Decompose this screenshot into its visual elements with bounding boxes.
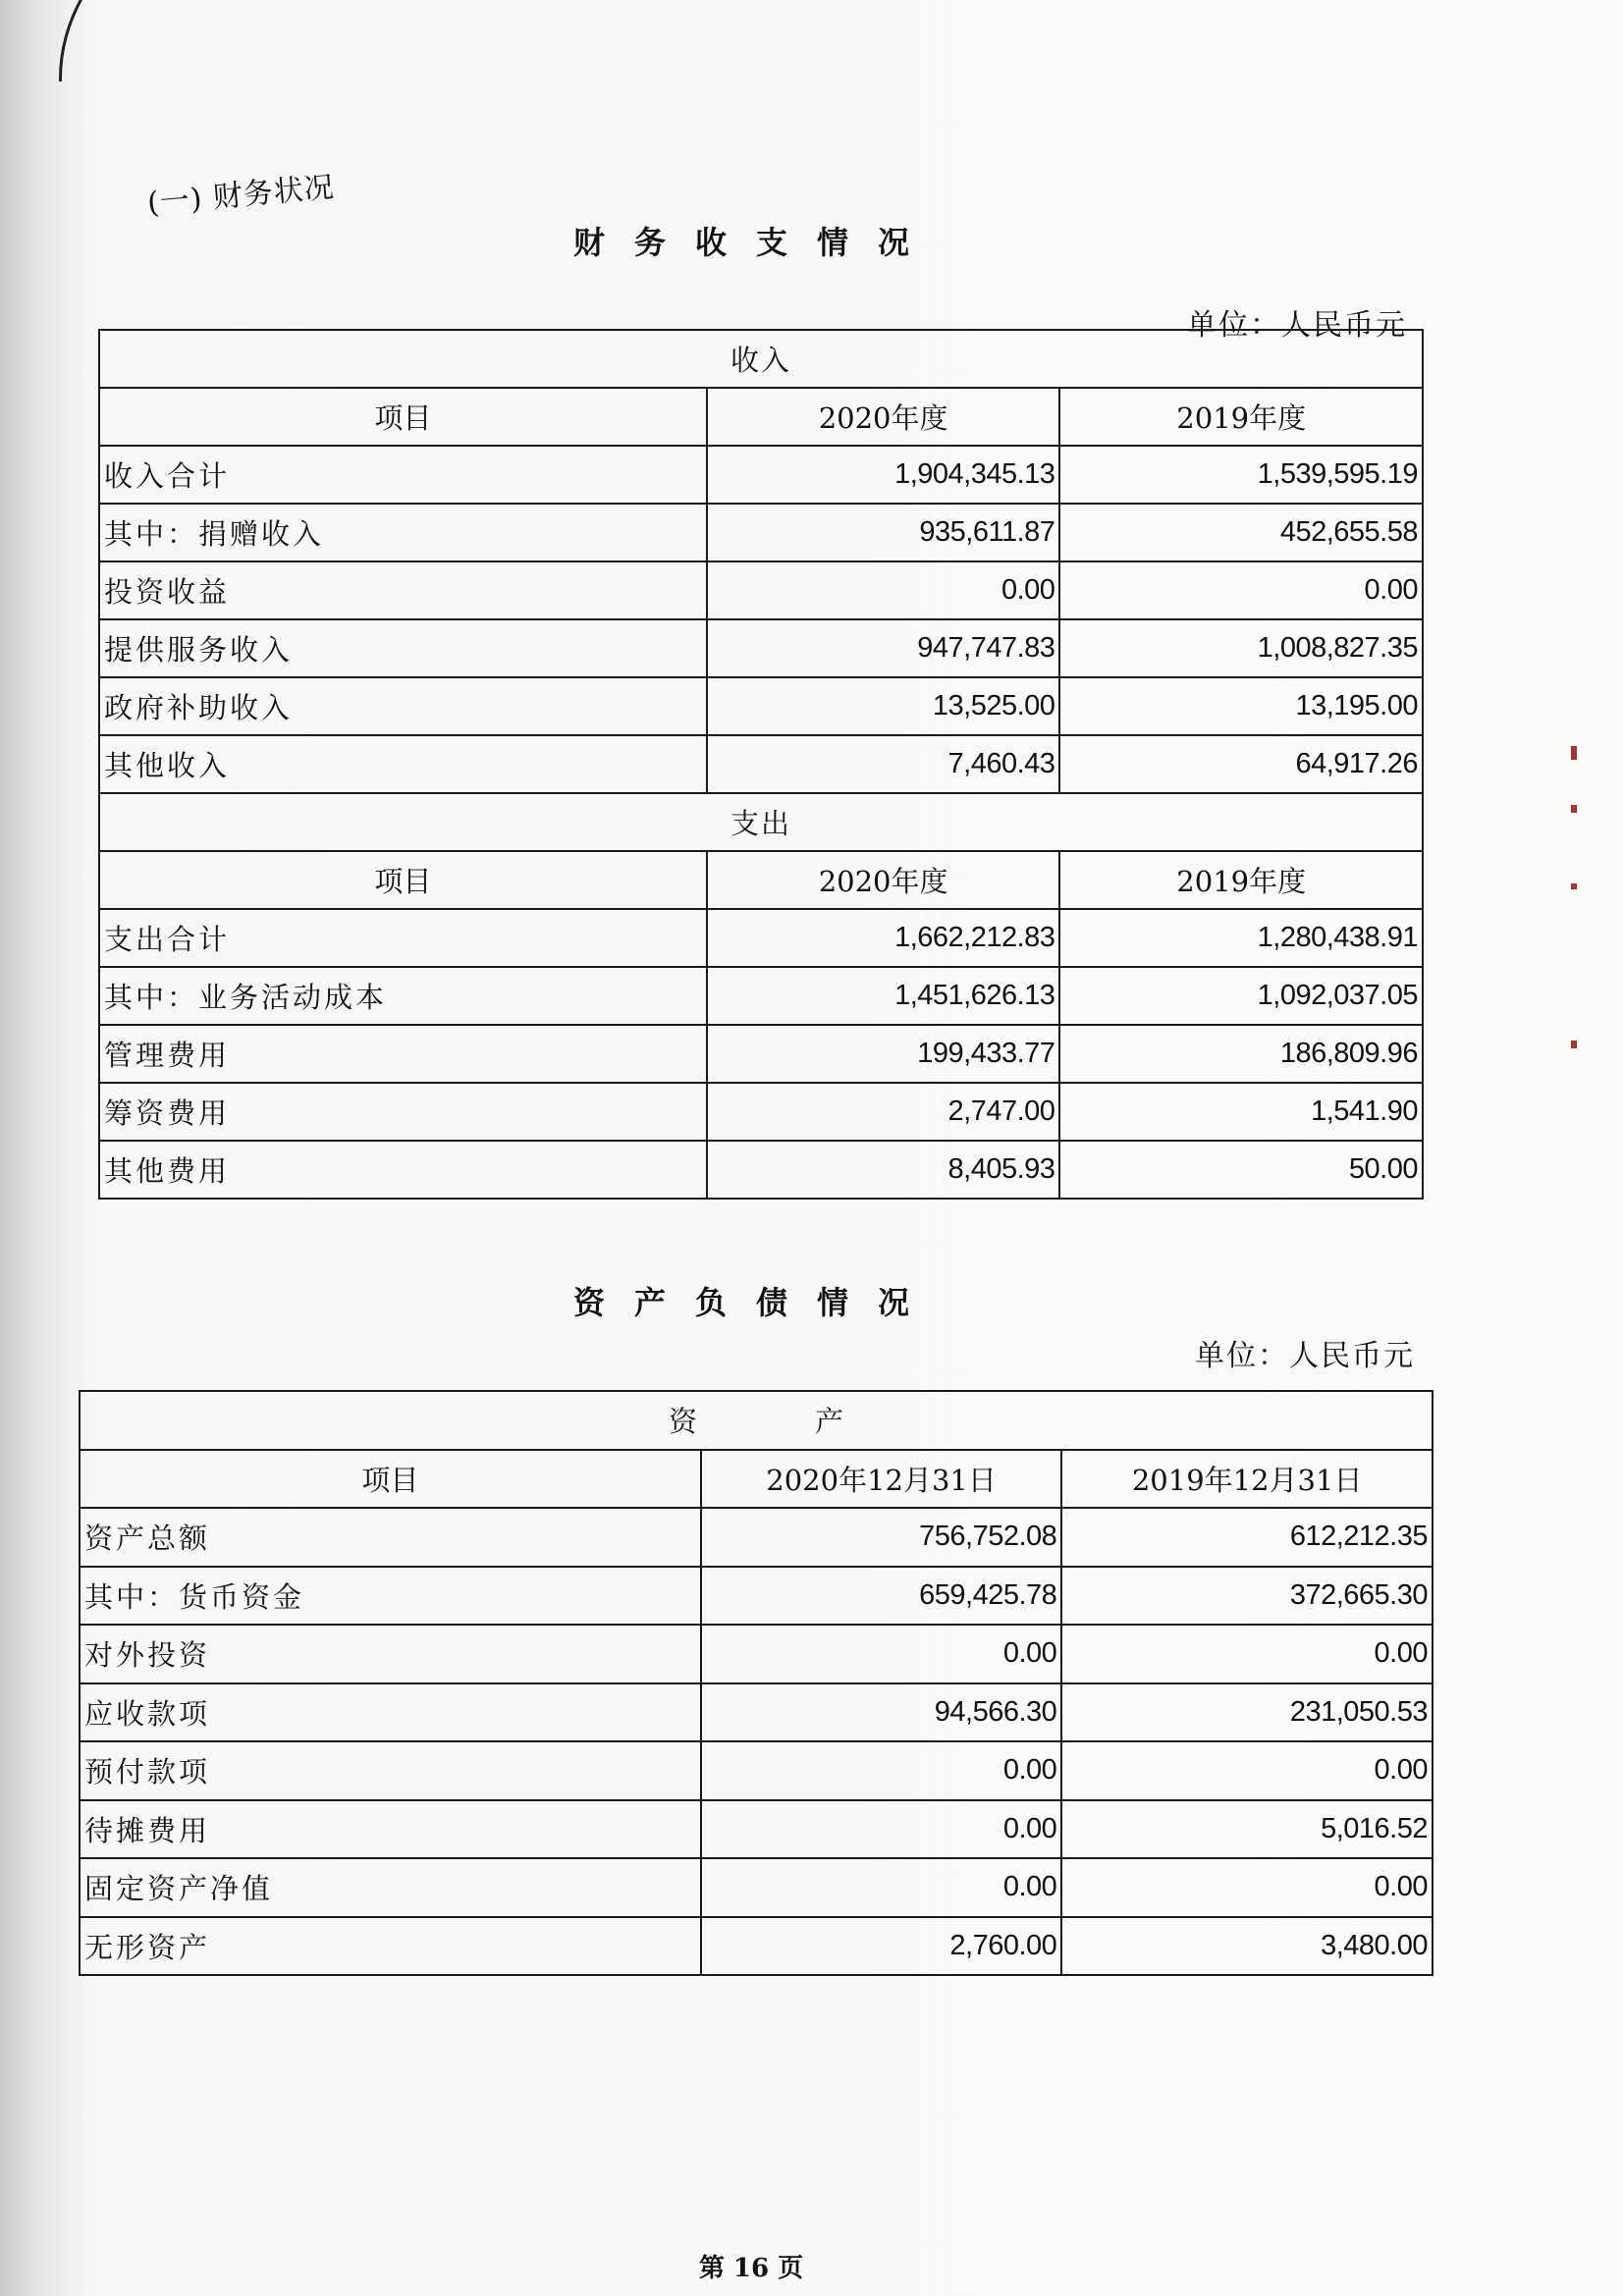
value-2019: 13,195.00: [1059, 677, 1423, 735]
expense-band-row: [99, 793, 1423, 851]
value-2019: 50.00: [1059, 1141, 1423, 1199]
row-label: 政府补助收入: [99, 677, 707, 735]
table-row: [80, 1858, 1433, 1917]
table-row: [99, 735, 1423, 793]
table-row: [99, 504, 1423, 561]
table-row: [99, 1083, 1423, 1141]
row-label: 待摊费用: [80, 1800, 701, 1859]
table-row: [99, 561, 1423, 619]
value-2019: 186,809.96: [1059, 1025, 1423, 1083]
value-2020: 0.00: [701, 1625, 1061, 1683]
row-label: 无形资产: [80, 1917, 701, 1976]
column-header-2020: 2020年12月31日: [701, 1450, 1061, 1509]
value-2020: 8,405.93: [707, 1141, 1060, 1199]
value-2019: 5,016.52: [1061, 1800, 1433, 1859]
row-label: 提供服务收入: [99, 619, 707, 677]
row-label: 应收款项: [80, 1683, 701, 1742]
table-row: [80, 1625, 1433, 1683]
value-2020: 947,747.83: [707, 619, 1060, 677]
income-expense-title: 财务收支情况: [572, 224, 939, 261]
assets-liabilities-title: 资产负债情况: [572, 1284, 939, 1321]
value-2020: 935,611.87: [707, 504, 1060, 561]
table-row: [99, 1025, 1423, 1083]
table-row: [99, 619, 1423, 677]
column-header-2020: 2020年度: [707, 388, 1060, 446]
value-2019: 1,280,438.91: [1059, 909, 1423, 967]
value-2019: 1,539,595.19: [1059, 446, 1423, 504]
table-row: [99, 1141, 1423, 1199]
row-label: 其中：货币资金: [80, 1567, 701, 1626]
value-2020: 0.00: [701, 1741, 1061, 1800]
page-number: 第 16 页: [698, 2254, 804, 2283]
column-header-2019: 2019年12月31日: [1061, 1450, 1433, 1509]
table-row: [99, 446, 1423, 504]
value-2020: 199,433.77: [707, 1025, 1060, 1083]
table-row: [80, 1567, 1433, 1626]
row-label: 管理费用: [99, 1025, 707, 1083]
column-header-item: 项目: [99, 388, 707, 446]
row-label: 其中：捐赠收入: [99, 504, 707, 561]
row-label: 资产总额: [80, 1508, 701, 1567]
row-label: 其他费用: [99, 1141, 707, 1199]
row-label: 对外投资: [80, 1625, 701, 1683]
value-2020: 1,904,345.13: [707, 446, 1060, 504]
assets-liabilities-unit: 单位：人民币元: [1195, 1339, 1415, 1373]
value-2020: 2,747.00: [707, 1083, 1060, 1141]
table-row: [99, 967, 1423, 1025]
page-curl-decoration: [59, 0, 356, 81]
value-2020: 659,425.78: [701, 1567, 1061, 1626]
income-expense-table: [98, 329, 1424, 1200]
value-2019: 0.00: [1061, 1741, 1433, 1800]
value-2019: 0.00: [1061, 1625, 1433, 1683]
row-label: 支出合计: [99, 909, 707, 967]
edge-marks-decoration: [1571, 746, 1583, 1070]
value-2019: 0.00: [1059, 561, 1423, 619]
table-header-row: [99, 851, 1423, 909]
value-2019: 1,092,037.05: [1059, 967, 1423, 1025]
value-2020: 13,525.00: [707, 677, 1060, 735]
row-label: 筹资费用: [99, 1083, 707, 1141]
table-header-row: [99, 388, 1423, 446]
table-row: [80, 1917, 1433, 1976]
value-2019: 3,480.00: [1061, 1917, 1433, 1976]
value-2020: 756,752.08: [701, 1508, 1061, 1567]
value-2020: 94,566.30: [701, 1683, 1061, 1742]
asset-band: [80, 1391, 1433, 1450]
table-row: [80, 1683, 1433, 1742]
assets-table: [79, 1390, 1434, 1976]
table-header-row: [80, 1450, 1433, 1509]
value-2020: 7,460.43: [707, 735, 1060, 793]
value-2020: 1,662,212.83: [707, 909, 1060, 967]
column-header-2019: 2019年度: [1059, 388, 1423, 446]
section-heading: (一) 财务状况: [145, 170, 337, 221]
value-2019: 612,212.35: [1061, 1508, 1433, 1567]
value-2020: 2,760.00: [701, 1917, 1061, 1976]
row-label: 固定资产净值: [80, 1858, 701, 1917]
income-band: 收入: [99, 330, 1423, 388]
income-band-row: [99, 330, 1423, 388]
value-2019: 452,655.58: [1059, 504, 1423, 561]
expense-band: 支出: [99, 793, 1423, 851]
value-2019: 1,541.90: [1059, 1083, 1423, 1141]
value-2019: 64,917.26: [1059, 735, 1423, 793]
income-expense-unit: 单位：人民币元: [1187, 308, 1407, 343]
column-header-2020: 2020年度: [707, 851, 1060, 909]
value-2019: 372,665.30: [1061, 1567, 1433, 1626]
value-2020: 0.00: [701, 1800, 1061, 1859]
value-2019: 1,008,827.35: [1059, 619, 1423, 677]
value-2020: 1,451,626.13: [707, 967, 1060, 1025]
value-2019: 0.00: [1061, 1858, 1433, 1917]
row-label: 其中：业务活动成本: [99, 967, 707, 1025]
row-label: 收入合计: [99, 446, 707, 504]
column-header-2019: 2019年度: [1059, 851, 1423, 909]
asset-band-char: 资: [668, 1405, 697, 1439]
table-row: [80, 1800, 1433, 1859]
table-row: [99, 909, 1423, 967]
value-2020: 0.00: [701, 1858, 1061, 1917]
table-row: [80, 1741, 1433, 1800]
asset-band-row: [80, 1391, 1433, 1450]
value-2019: 231,050.53: [1061, 1683, 1433, 1742]
value-2020: 0.00: [707, 561, 1060, 619]
row-label: 其他收入: [99, 735, 707, 793]
asset-band-char: 产: [815, 1405, 844, 1439]
column-header-item: 项目: [80, 1450, 701, 1509]
table-row: [80, 1508, 1433, 1567]
row-label: 预付款项: [80, 1741, 701, 1800]
row-label: 投资收益: [99, 561, 707, 619]
column-header-item: 项目: [99, 851, 707, 909]
table-row: [99, 677, 1423, 735]
